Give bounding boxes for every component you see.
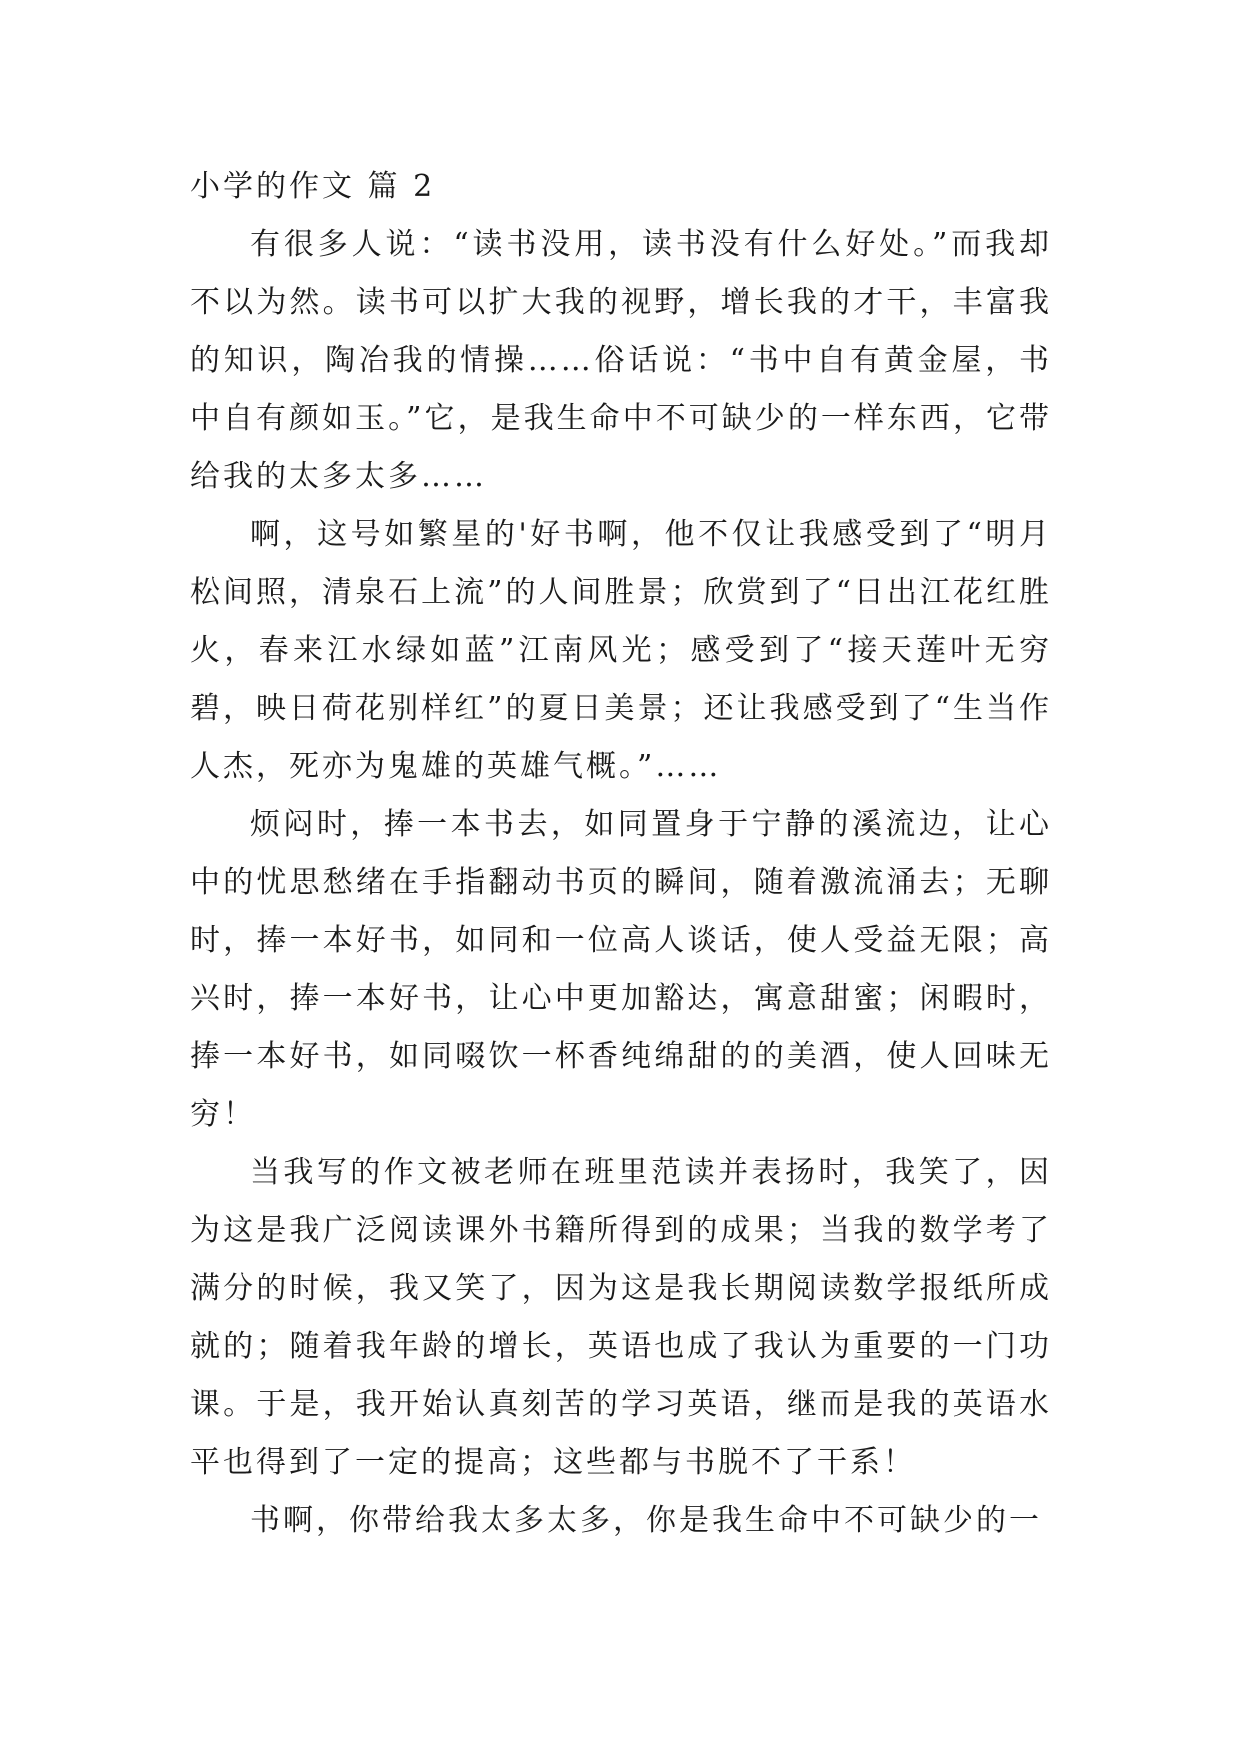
essay-paragraph-4: 当我写的作文被老师在班里范读并表扬时，我笑了，因为这是我广泛阅读课外书籍所得到的成果；当我的数学考了满分的时候，我又笑了，因为这是我长期阅读数学报纸所成就的；随着我年龄的增长，英语也成了我认为重要的一门功课。于是，我开始认真刻苦的学习英语，继而是我的英语水平也得到了一定的提高；这些都与书脱不了干系！ (190, 1155, 1052, 1480)
essay-paragraph-2: 啊，这号如繁星的'好书啊，他不仅让我感受到了“明月松间照，清泉石上流”的人间胜景；欣赏到了“日出江花红胜火，春来江水绿如蓝”江南风光；感受到了“接天莲叶无穷碧，映日荷花别样红”的夏日美景；还让我感受到了“生当作人杰，死亦为鬼雄的英雄气概。”…… (190, 517, 1052, 784)
essay-paragraph-3: 烦闷时，捧一本书去，如同置身于宁静的溪流边，让心中的忧思愁绪在手指翻动书页的瞬间，随着激流涌去；无聊时，捧一本好书，如同和一位高人谈话，使人受益无限；高兴时，捧一本好书，让心中更加豁达，寓意甜蜜；闲暇时，捧一本好书，如同啜饮一杯香纯绵甜的的美酒，使人回味无穷！ (190, 807, 1052, 1132)
essay-body (190, 158, 1052, 1550)
essay-paragraph-1: 有很多人说：“读书没用，读书没有什么好处。”而我却不以为然。读书可以扩大我的视野，增长我的才干，丰富我的知识，陶冶我的情操……俗话说：“书中自有黄金屋，书中自有颜如玉。”它，是我生命中不可缺少的一样东西，它带给我的太多太多…… (190, 227, 1052, 494)
essay-paragraph-5: 书啊，你带给我太多太多，你是我生命中不可缺少的一 (250, 1503, 1042, 1538)
essay-title: 小学的作文 篇 2 (190, 169, 436, 204)
